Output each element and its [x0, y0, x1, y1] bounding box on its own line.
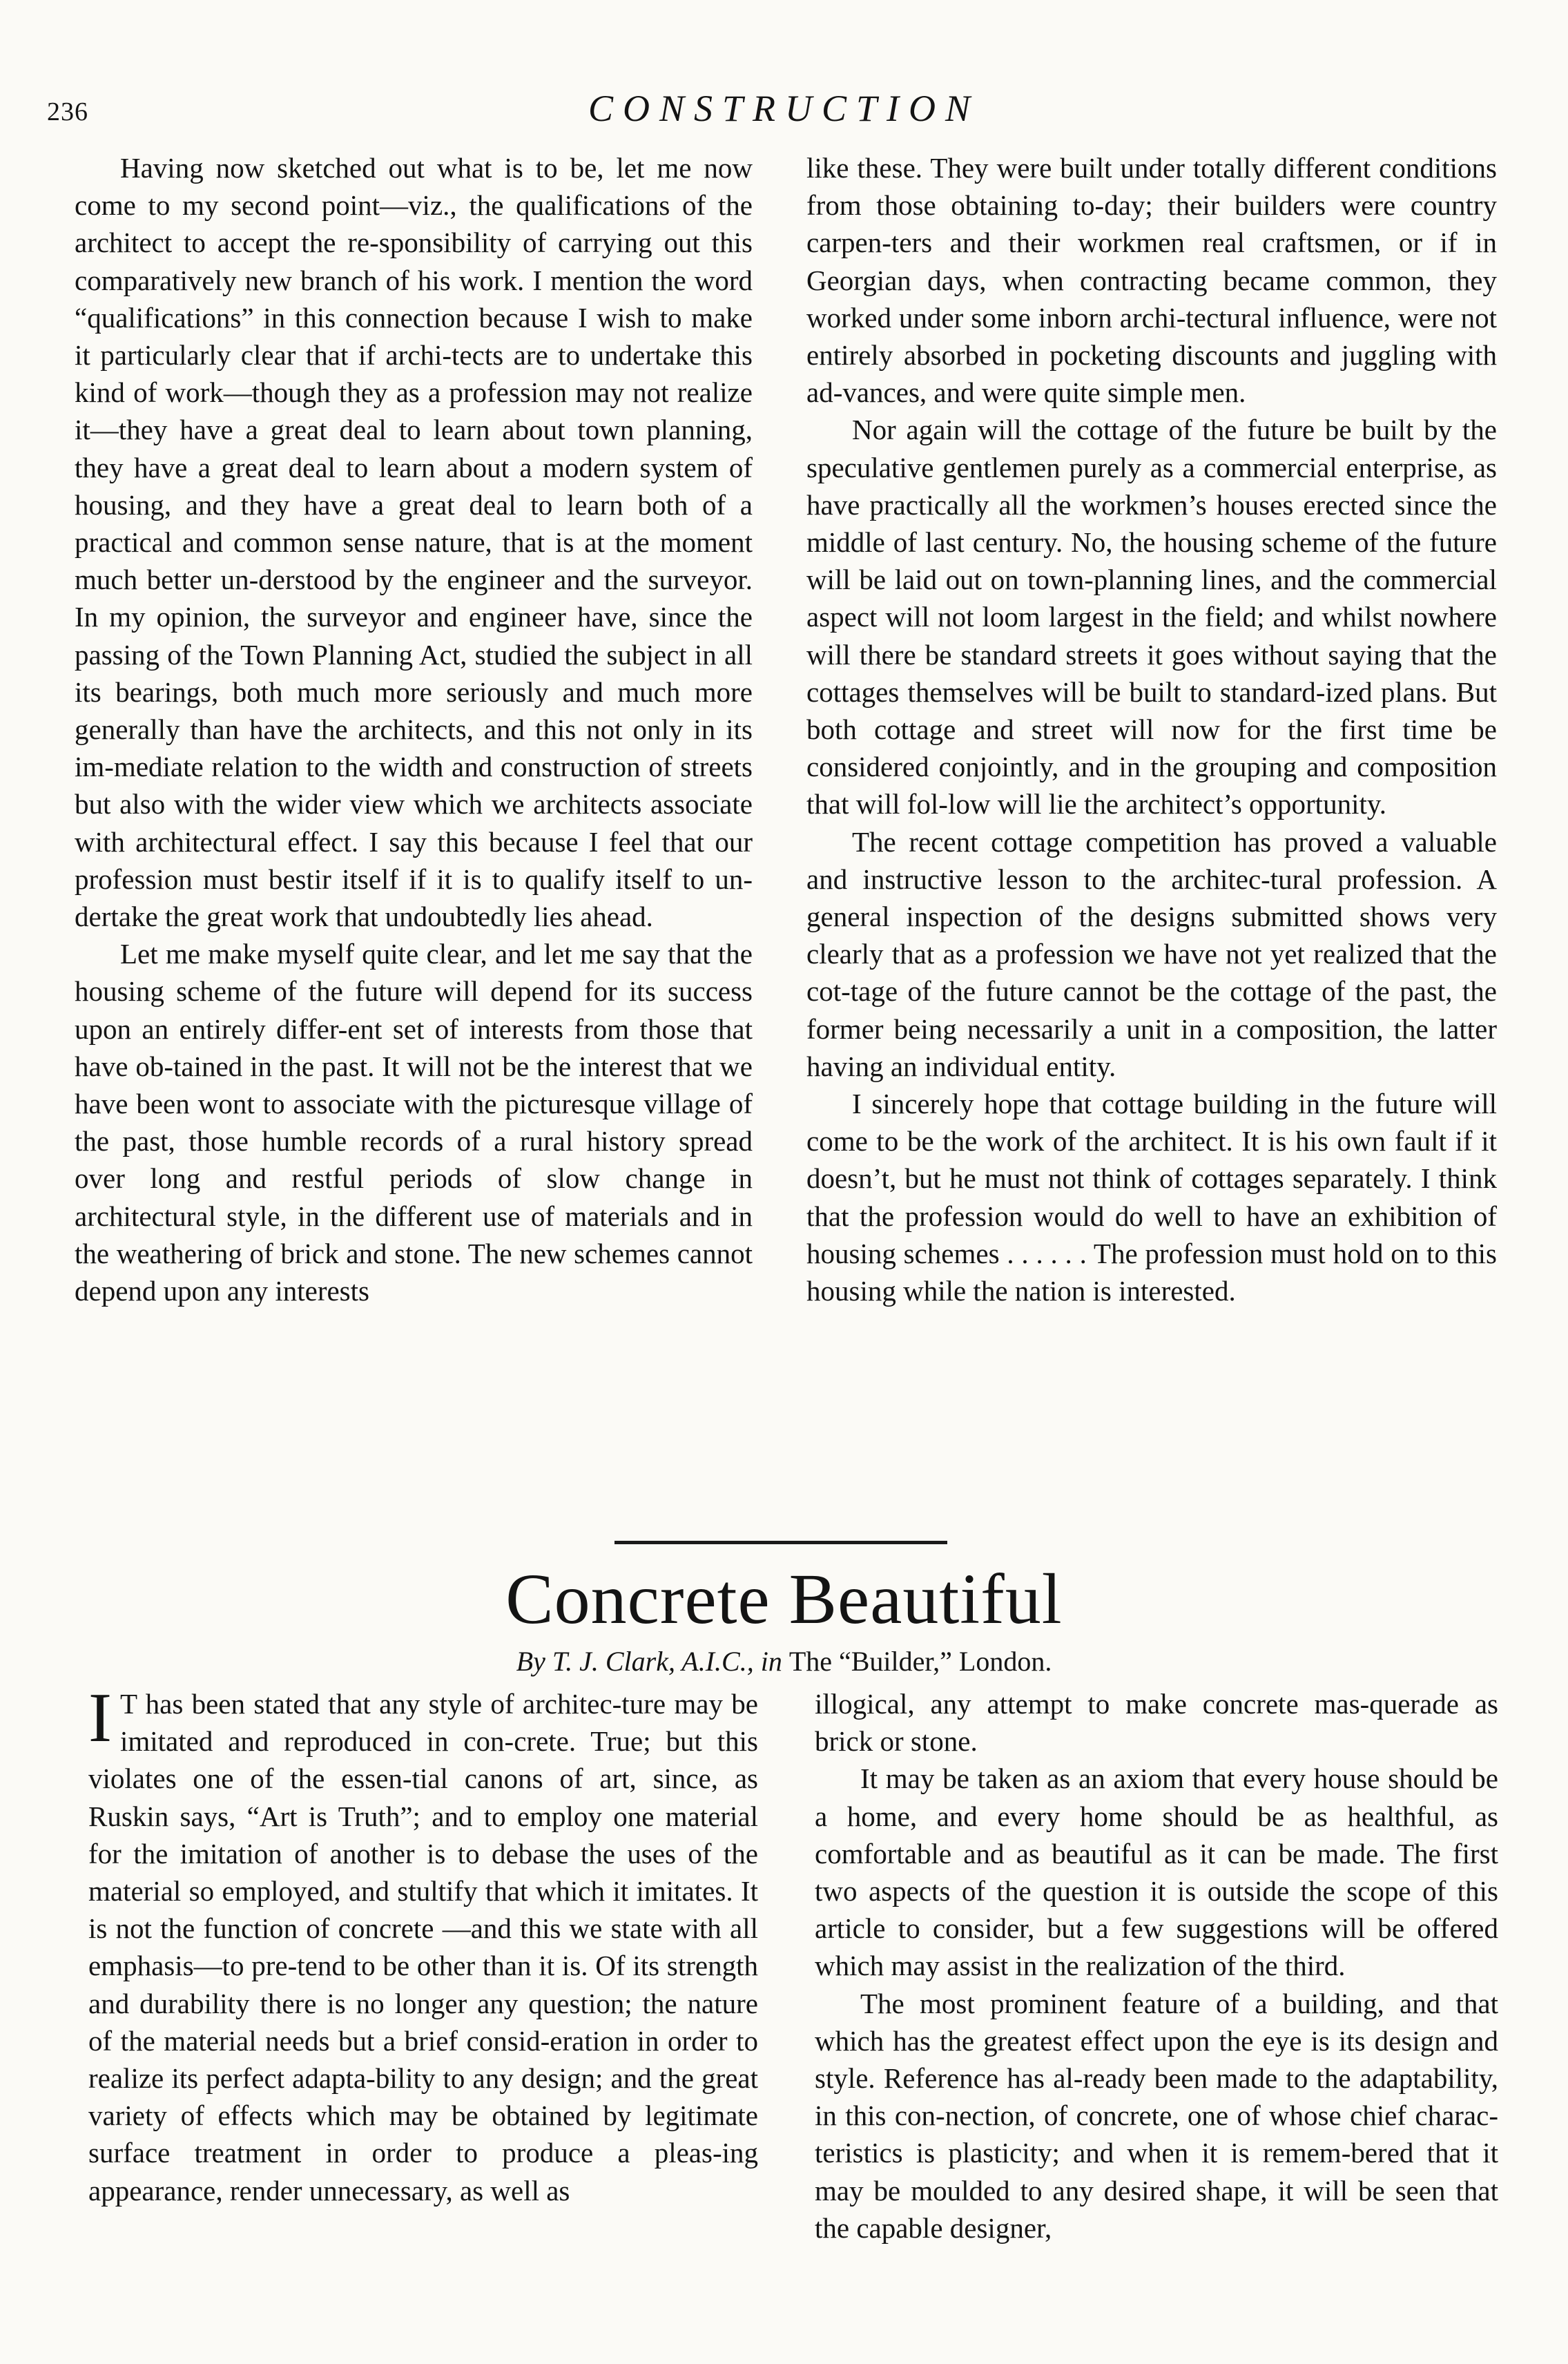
lead-letter: T — [119, 1688, 137, 1720]
top-article-right-column — [806, 149, 1497, 1309]
page-number: 236 — [47, 97, 88, 126]
byline — [0, 1645, 1568, 1678]
paragraph: It may be taken as an axiom that every house should be a home, and every home should be as healthful, as comfortable and as beautiful as it can be made. The first two aspects of the question it is outside the scope of this article to consider, but a few suggestions will be offered which may assist in the realization of the third. — [815, 1762, 1498, 1982]
top-article-left-column — [75, 149, 753, 1309]
opening-paragraph — [88, 1679, 758, 2209]
article-title: Concrete Beautiful — [505, 1559, 1063, 1639]
byline-author: By T. J. Clark, A.I.C., in — [516, 1646, 782, 1677]
article-right-column — [815, 1685, 1498, 2247]
paragraph: I sincerely hope that cottage building in the future will come to be the work of the architect. It is his own fault if it doesn’t, but he must not think of cottages separately. I think that the profession would do well to have an exhibition of housing schemes . . . . . . The profession must hold on to this housing while the nation is interested. — [806, 1088, 1497, 1307]
running-title: CONSTRUCTION — [588, 88, 980, 129]
paragraph-continued: illogical, any attempt to make concrete mas-querade as brick or stone. — [815, 1688, 1498, 1758]
article-left-column — [88, 1679, 758, 2209]
drop-cap: I — [88, 1679, 112, 1757]
paragraph: Having now sketched out what is to be, let me now come to my second point—viz., the qualifications of the architect to accept the re-sponsibility of carrying out this comparatively new branch of his work. I mention the word “qualifications” in this connection because I wish to make it particularly clear that if archi-tects are to undertake this kind of work—though they as a profession may not realize it—they have a great deal to learn about town planning, they have a great deal to learn about a modern system of housing, and they have a great deal to learn both of a practical and common sense nature, that is at the moment much better un-derstood by the engineer and the surveyor. In my opinion, the surveyor and engineer have, since the passing of the Town Planning Act, studied the subject in all its bearings, both much more seriously and much more generally than have the architects, and this not only in its im-mediate relation to the width and construction of streets but also with the wider view which we architects associate with architectural effect. I say this because I feel that our profession must bestir itself if it is to qualify itself to un-dertake the great work that undoubtedly lies ahead. — [75, 152, 753, 933]
paragraph-continued: like these. They were built under totally different conditions from those obtaining to-day; their builders were country carpen-ters and their workmen real craftsmen, or if in Georgian days, when contracting became common, they worked under some inborn archi-tectural influence, were not entirely absorbed in pocketing discounts and juggling with ad-vances, and were quite simple men. — [806, 152, 1497, 409]
paragraph: The recent cottage competition has proved a valuable and instructive lesson to the architec-tural profession. A general inspection of the designs submitted shows very clearly that as a profession we have not yet realized that the cot-tage of the future cannot be the cottage of the past, the former being necessarily a unit in a composition, the latter having an individual entity. — [806, 825, 1497, 1082]
paragraph: The most prominent feature of a building, and that which has the greatest effect upon the eye is its design and style. Reference has al-ready been made to the adaptability, in this con-nection, of concrete, one of whose chief charac-teristics is plasticity; and when it is remem-bered that it may be moulded to any desired shape, it will be seen that the capable designer, — [815, 1987, 1498, 2244]
byline-source: The “Builder,” London. — [788, 1646, 1052, 1677]
opening-text: has been stated that any style of architec-ture may be imitated and reproduced in con-crete. True; but this violates one of the essen-tial canons of art, since, as Ruskin says, “Art is Truth”; and to employ one material for the imitation of another is to debase the uses of the material so employed, and stultify that which it imitates. It is not the function of concrete —and this we state with all emphasis—to pre-tend to be other than it is. Of its strength and durability there is no longer any question; the nature of the material needs but a brief consid-eration in order to realize its perfect adapta-bility to any design; and the great variety of effects which may be obtained by legitimate surface treatment in order to produce a pleas-ing appearance, render unnecessary, as well as — [88, 1688, 758, 2207]
section-divider — [614, 1541, 947, 1544]
paragraph: Nor again will the cottage of the future be built by the speculative gentlemen purely as a commercial enterprise, as have practically all the workmen’s houses erected since the middle of last century. No, the housing scheme of the future will be laid out on town-planning lines, and the commercial aspect will not loom largest in the field; and whilst nowhere will there be standard streets it goes without saying that the cottages themselves will be built to standard-ized plans. But both cottage and street will now for the first time be considered conjointly, and in the grouping and composition that will fol-low will lie the architect’s opportunity. — [806, 414, 1497, 820]
paragraph: Let me make myself quite clear, and let me say that the housing scheme of the future will depend for its success upon an entirely differ-ent set of interests from those that have ob-tained in the past. It will not be the interest that we have been wont to associate with the picturesque village of the past, those humble records of a rural history spread over long and restful periods of slow change in architectural style, in the different use of materials and in the weathering of brick and stone. The new schemes cannot depend upon any interests — [75, 938, 753, 1307]
